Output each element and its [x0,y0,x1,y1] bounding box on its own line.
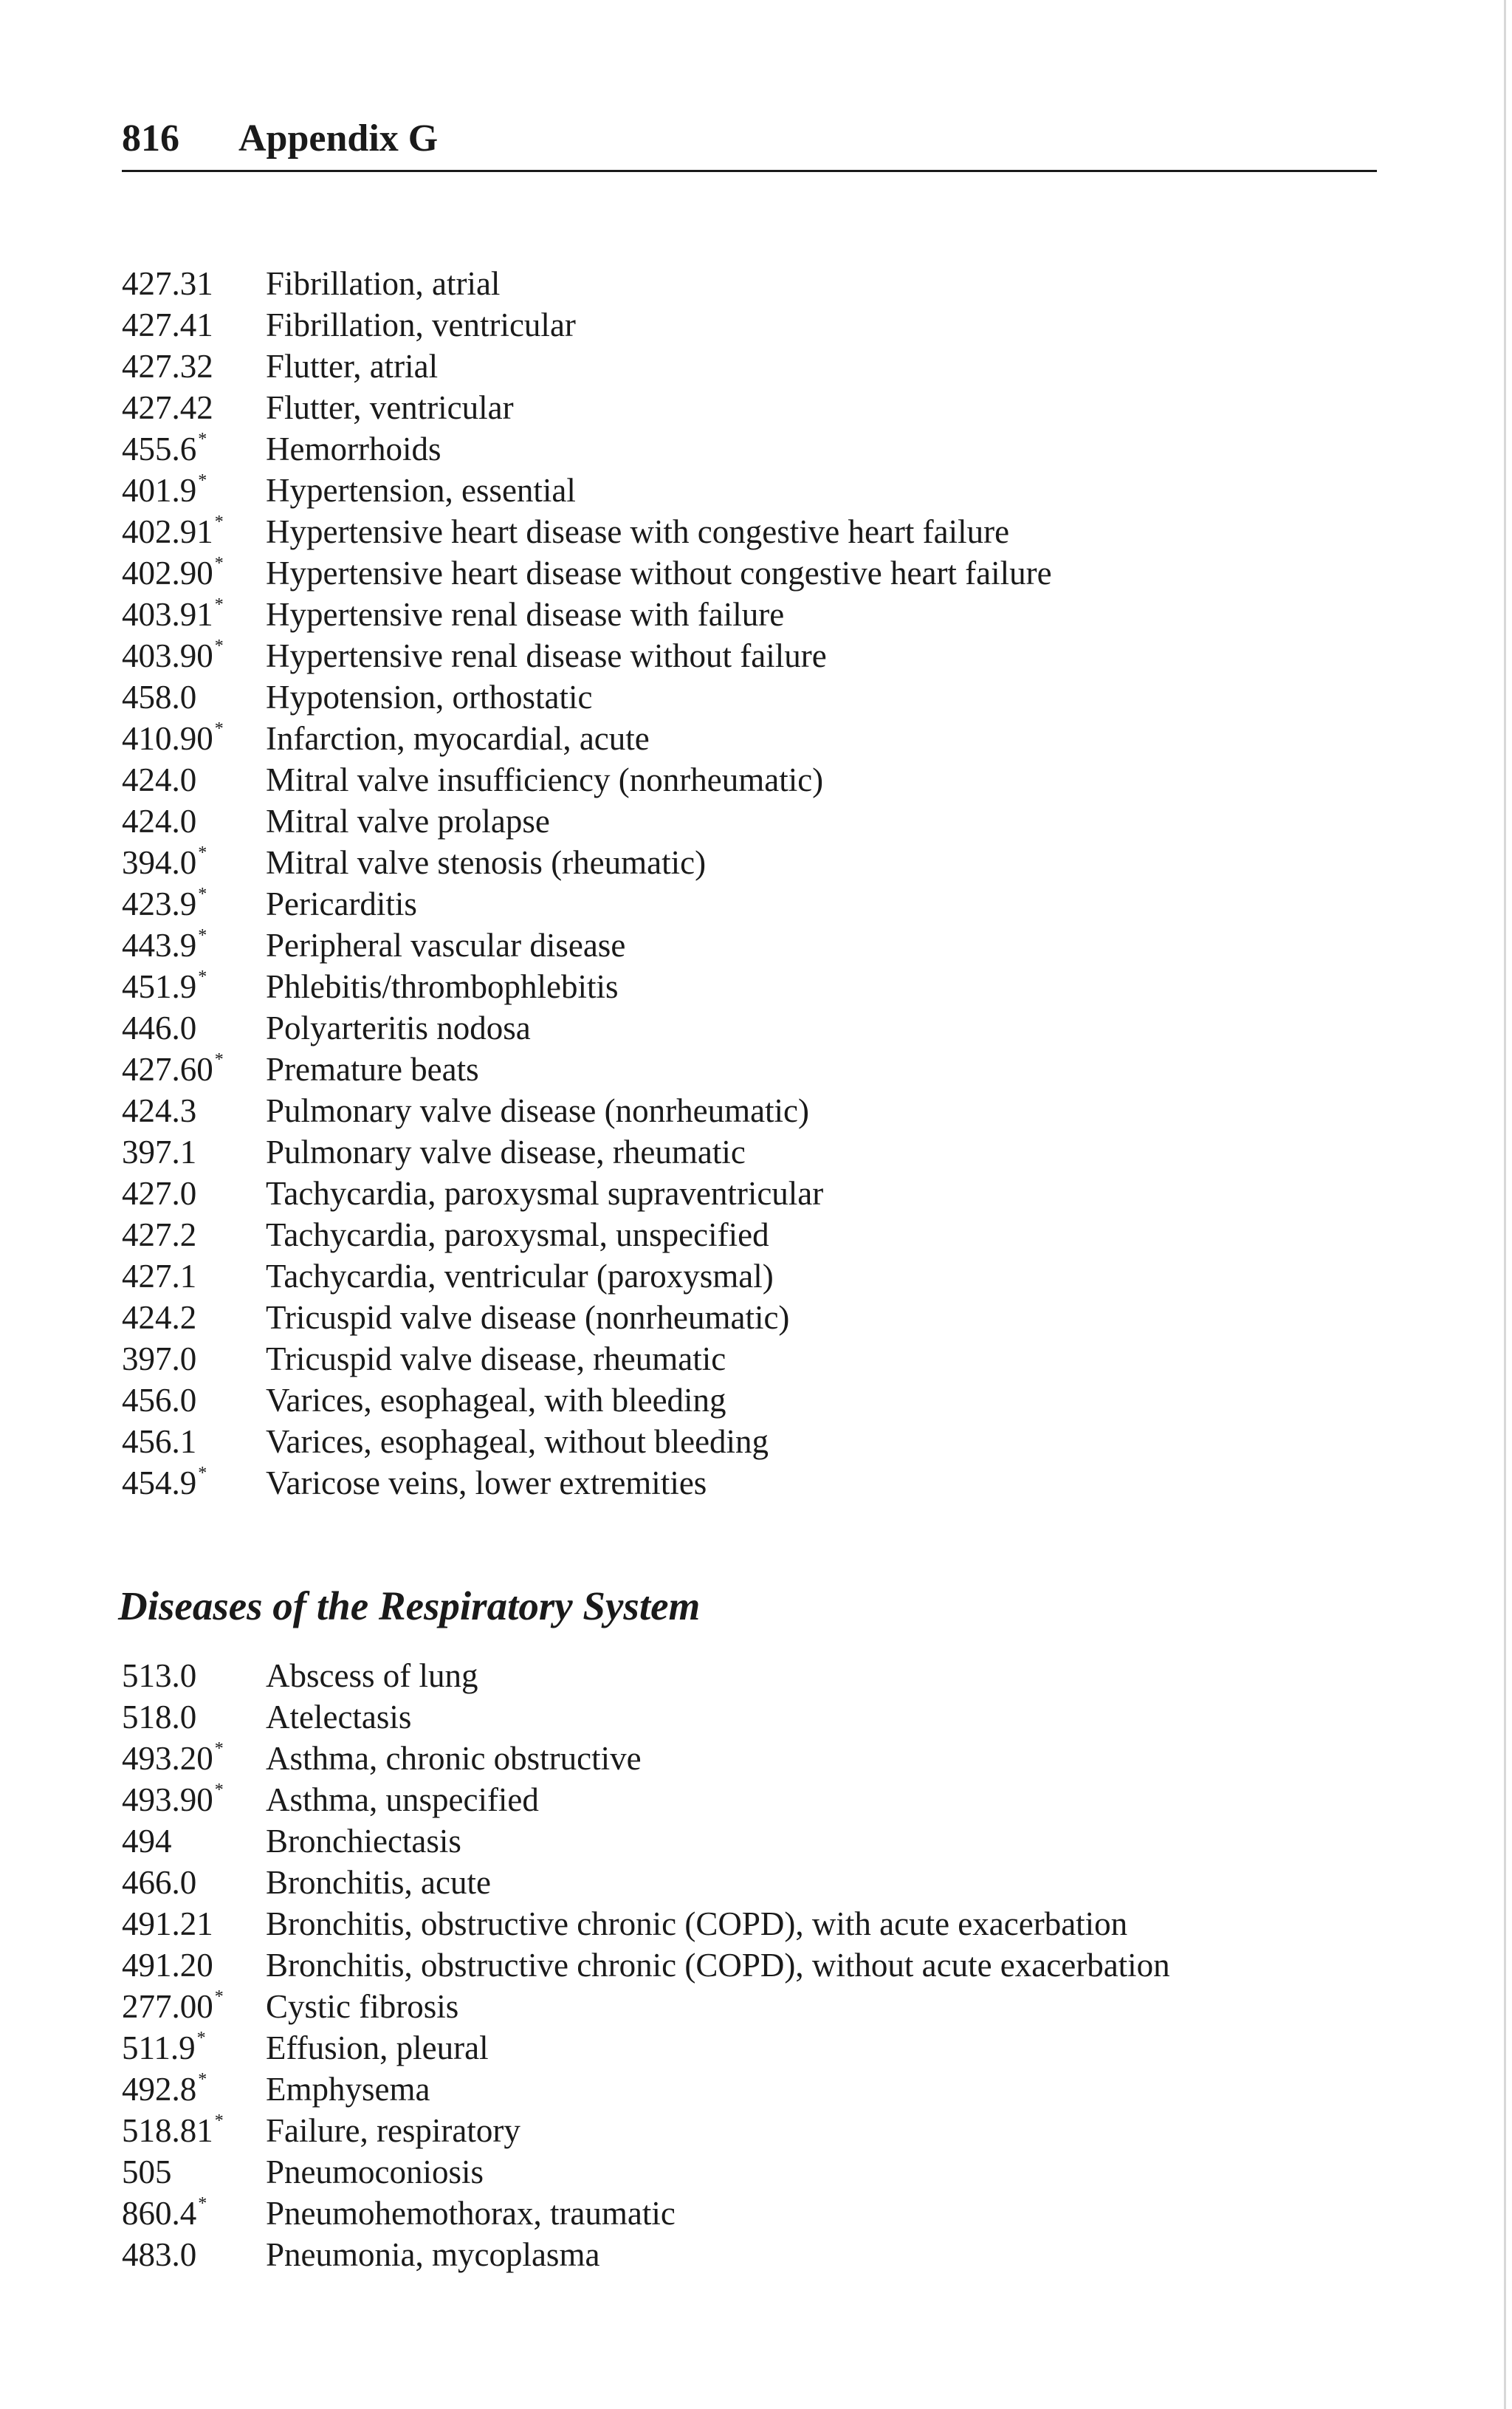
diagnosis-code-value: 427.60 [122,1051,213,1088]
diagnosis-code [122,2234,196,2275]
code-entry [122,387,1377,428]
diagnosis-description: Hypertensive heart disease with congestive heart failure [266,513,1010,550]
diagnosis-code [122,2151,172,2193]
diagnosis-description: Fibrillation, atrial [266,265,501,302]
code-entry [122,718,1377,759]
asterisk-mark: * [198,430,207,449]
code-entry [122,1380,1377,1421]
code-entry [122,2069,1377,2110]
diagnosis-code-value: 402.90 [122,555,213,592]
page-number: 816 [122,117,179,160]
diagnosis-code [122,2110,224,2151]
diagnosis-description: Varices, esophageal, without bleeding [266,1423,769,1460]
diagnosis-code [122,1696,196,1738]
diagnosis-description: Mitral valve insufficiency (nonrheumatic) [266,761,824,798]
diagnosis-code-value: 518.81 [122,2112,213,2149]
diagnosis-code-value: 491.20 [122,1947,213,1984]
diagnosis-code-value: 443.9 [122,927,197,964]
diagnosis-code [122,1421,196,1462]
diagnosis-code-value: 492.8 [122,2071,197,2108]
diagnosis-description: Tricuspid valve disease, rheumatic [266,1340,726,1377]
diagnosis-description: Atelectasis [266,1699,412,1735]
header-title: Appendix G [238,117,439,160]
asterisk-mark: * [214,554,224,573]
diagnosis-code [122,883,207,925]
diagnosis-code [122,1820,172,1862]
diagnosis-code-value: 427.31 [122,265,213,302]
code-entry [122,304,1377,346]
code-entry [122,1862,1377,1903]
diagnosis-code-value: 483.0 [122,2236,197,2273]
diagnosis-description: Effusion, pleural [266,2029,489,2066]
diagnosis-code [122,842,207,883]
code-entry [122,1655,1377,1696]
code-entry [122,676,1377,718]
diagnosis-code-value: 410.90 [122,720,213,757]
diagnosis-code-value: 427.41 [122,306,213,343]
diagnosis-description: Varicose veins, lower extremities [266,1464,707,1501]
diagnosis-code [122,1131,196,1173]
diagnosis-code [122,387,213,428]
code-entry [122,801,1377,842]
diagnosis-code-value: 518.0 [122,1699,197,1735]
asterisk-mark: * [198,885,207,904]
diagnosis-code-value: 451.9 [122,968,197,1005]
diagnosis-code [122,676,196,718]
diagnosis-code [122,966,207,1007]
diagnosis-description: Failure, respiratory [266,2112,520,2149]
asterisk-mark: * [198,843,207,863]
diagnosis-code [122,1255,196,1297]
code-entry [122,346,1377,387]
diagnosis-code-value: 277.00 [122,1988,213,2025]
diagnosis-code [122,2193,207,2234]
section-heading-respiratory: Diseases of the Respiratory System [118,1583,701,1628]
diagnosis-code-value: 397.0 [122,1340,197,1377]
code-entry [122,1214,1377,1255]
diagnosis-code [122,1380,196,1421]
diagnosis-code [122,1655,196,1696]
diagnosis-description: Pulmonary valve disease (nonrheumatic) [266,1092,810,1129]
diagnosis-description: Bronchitis, obstructive chronic (COPD), without acute exacerbation [266,1947,1170,1984]
diagnosis-code [122,1049,224,1090]
code-entry [122,1173,1377,1214]
code-entry [122,1462,1377,1504]
header-rule [122,170,1377,172]
diagnosis-code [122,1173,196,1214]
diagnosis-code-value: 493.20 [122,1740,213,1777]
diagnosis-description: Tachycardia, paroxysmal supraventricular [266,1175,824,1212]
diagnosis-code-value: 427.32 [122,348,213,385]
asterisk-mark: * [198,2194,207,2213]
diagnosis-code [122,552,224,594]
diagnosis-code-value: 397.1 [122,1134,197,1171]
diagnosis-code-value: 454.9 [122,1464,197,1501]
diagnosis-code-value: 424.2 [122,1299,197,1336]
asterisk-mark: * [214,719,224,739]
diagnosis-description: Pneumoconiosis [266,2153,484,2190]
diagnosis-code [122,1738,224,1779]
code-entry [122,1090,1377,1131]
asterisk-mark: * [198,926,207,945]
diagnosis-description: Asthma, chronic obstructive [266,1740,642,1777]
asterisk-mark: * [214,1987,224,2007]
diagnosis-code [122,1338,196,1380]
diagnosis-description: Hypertensive renal disease without failure [266,637,827,674]
diagnosis-code-value: 458.0 [122,679,197,716]
diagnosis-description: Mitral valve prolapse [266,803,550,840]
diagnosis-code [122,635,224,676]
diagnosis-description: Asthma, unspecified [266,1781,539,1818]
code-entry [122,552,1377,594]
diagnosis-code-value: 424.0 [122,803,197,840]
diagnosis-code-value: 427.2 [122,1216,197,1253]
code-entry [122,594,1377,635]
diagnosis-code-value: 427.1 [122,1258,197,1295]
code-entry [122,470,1377,511]
diagnosis-code-value: 394.0 [122,844,197,881]
diagnosis-description: Pneumonia, mycoplasma [266,2236,600,2273]
code-entry [122,925,1377,966]
diagnosis-code [122,594,224,635]
code-entry [122,1986,1377,2027]
diagnosis-description: Pericarditis [266,885,417,922]
asterisk-mark: * [214,595,224,614]
code-entry [122,1421,1377,1462]
diagnosis-code-value: 427.0 [122,1175,197,1212]
code-entry [122,1779,1377,1820]
diagnosis-code [122,263,213,304]
diagnosis-code [122,511,224,552]
code-entry [122,2027,1377,2069]
code-entry [122,2151,1377,2193]
code-entry [122,511,1377,552]
diagnosis-description: Peripheral vascular disease [266,927,626,964]
diagnosis-code [122,925,207,966]
diagnosis-code [122,1214,196,1255]
diagnosis-code [122,428,207,470]
diagnosis-code-value: 401.9 [122,472,197,509]
diagnosis-description: Tachycardia, ventricular (paroxysmal) [266,1258,774,1295]
code-entry [122,2234,1377,2275]
page-edge-divider [1504,0,1506,2409]
asterisk-mark: * [214,1739,224,1758]
diagnosis-description: Tachycardia, paroxysmal, unspecified [266,1216,769,1253]
diagnosis-description: Phlebitis/thrombophlebitis [266,968,619,1005]
diagnosis-description: Bronchitis, acute [266,1864,491,1901]
diagnosis-description: Cystic fibrosis [266,1988,459,2025]
diagnosis-description: Varices, esophageal, with bleeding [266,1382,726,1419]
diagnosis-code [122,1903,213,1944]
diagnosis-code [122,1779,224,1820]
asterisk-mark: * [214,513,224,532]
code-entry [122,1738,1377,1779]
diagnosis-code [122,718,224,759]
diagnosis-description: Infarction, myocardial, acute [266,720,650,757]
code-entry [122,1696,1377,1738]
diagnosis-code [122,1297,196,1338]
diagnosis-code-value: 491.21 [122,1905,213,1942]
diagnosis-code-value: 427.42 [122,389,213,426]
asterisk-mark: * [198,967,207,987]
diagnosis-description: Fibrillation, ventricular [266,306,576,343]
diagnosis-code-value: 423.9 [122,885,197,922]
diagnosis-code [122,759,196,801]
diagnosis-code [122,1862,196,1903]
diagnosis-code [122,1007,196,1049]
asterisk-mark: * [198,471,207,490]
code-entry [122,1255,1377,1297]
code-entry [122,1944,1377,1986]
diagnosis-code-value: 456.0 [122,1382,197,1419]
diagnosis-code-value: 505 [122,2153,172,2190]
diagnosis-description: Flutter, atrial [266,348,439,385]
diagnosis-code-value: 860.4 [122,2195,197,2232]
diagnosis-description: Abscess of lung [266,1657,478,1694]
code-entry [122,635,1377,676]
diagnosis-description: Hypertension, essential [266,472,576,509]
diagnosis-description: Emphysema [266,2071,430,2108]
code-entry [122,1820,1377,1862]
diagnosis-code [122,1944,213,1986]
asterisk-mark: * [198,1464,207,1483]
diagnosis-code [122,1986,224,2027]
code-entry [122,428,1377,470]
diagnosis-code [122,2069,207,2110]
code-entry [122,2110,1377,2151]
diagnosis-code [122,1462,207,1504]
diagnosis-code-value: 511.9 [122,2029,196,2066]
code-entry [122,759,1377,801]
diagnosis-code-value: 424.0 [122,761,197,798]
code-entry [122,263,1377,304]
cardiovascular-code-list [122,263,1377,1504]
page-header [122,109,1377,168]
asterisk-mark: * [198,2070,207,2089]
diagnosis-code [122,801,196,842]
diagnosis-description: Tricuspid valve disease (nonrheumatic) [266,1299,790,1336]
diagnosis-description: Hemorrhoids [266,431,441,467]
diagnosis-description: Bronchiectasis [266,1823,461,1860]
diagnosis-description: Mitral valve stenosis (rheumatic) [266,844,707,881]
diagnosis-code-value: 403.91 [122,596,213,633]
diagnosis-description: Flutter, ventricular [266,389,514,426]
diagnosis-description: Hypertensive renal disease with failure [266,596,785,633]
diagnosis-description: Polyarteritis nodosa [266,1010,531,1046]
diagnosis-description: Premature beats [266,1051,479,1088]
diagnosis-code-value: 455.6 [122,431,197,467]
diagnosis-code-value: 494 [122,1823,172,1860]
diagnosis-code [122,2027,206,2069]
diagnosis-code-value: 456.1 [122,1423,197,1460]
asterisk-mark: * [214,637,224,656]
code-entry [122,2193,1377,2234]
diagnosis-code-value: 513.0 [122,1657,197,1694]
diagnosis-code-value: 466.0 [122,1864,197,1901]
diagnosis-code [122,346,213,387]
code-entry [122,842,1377,883]
code-entry [122,1338,1377,1380]
diagnosis-description: Hypertensive heart disease without congestive heart failure [266,555,1052,592]
respiratory-code-list [122,1655,1377,2275]
asterisk-mark: * [196,2029,206,2048]
diagnosis-description: Pneumohemothorax, traumatic [266,2195,676,2232]
code-entry [122,1049,1377,1090]
diagnosis-code-value: 493.90 [122,1781,213,1818]
diagnosis-code-value: 402.91 [122,513,213,550]
asterisk-mark: * [214,1050,224,1069]
code-entry [122,1131,1377,1173]
code-entry [122,966,1377,1007]
diagnosis-code [122,304,213,346]
diagnosis-code [122,1090,196,1131]
code-entry [122,883,1377,925]
diagnosis-description: Hypotension, orthostatic [266,679,593,716]
diagnosis-code [122,470,207,511]
diagnosis-code-value: 403.90 [122,637,213,674]
diagnosis-code-value: 446.0 [122,1010,197,1046]
diagnosis-description: Bronchitis, obstructive chronic (COPD), with acute exacerbation [266,1905,1128,1942]
asterisk-mark: * [214,2111,224,2131]
code-entry [122,1297,1377,1338]
code-entry [122,1903,1377,1944]
asterisk-mark: * [214,1781,224,1800]
code-entry [122,1007,1377,1049]
diagnosis-code-value: 424.3 [122,1092,197,1129]
diagnosis-description: Pulmonary valve disease, rheumatic [266,1134,746,1171]
